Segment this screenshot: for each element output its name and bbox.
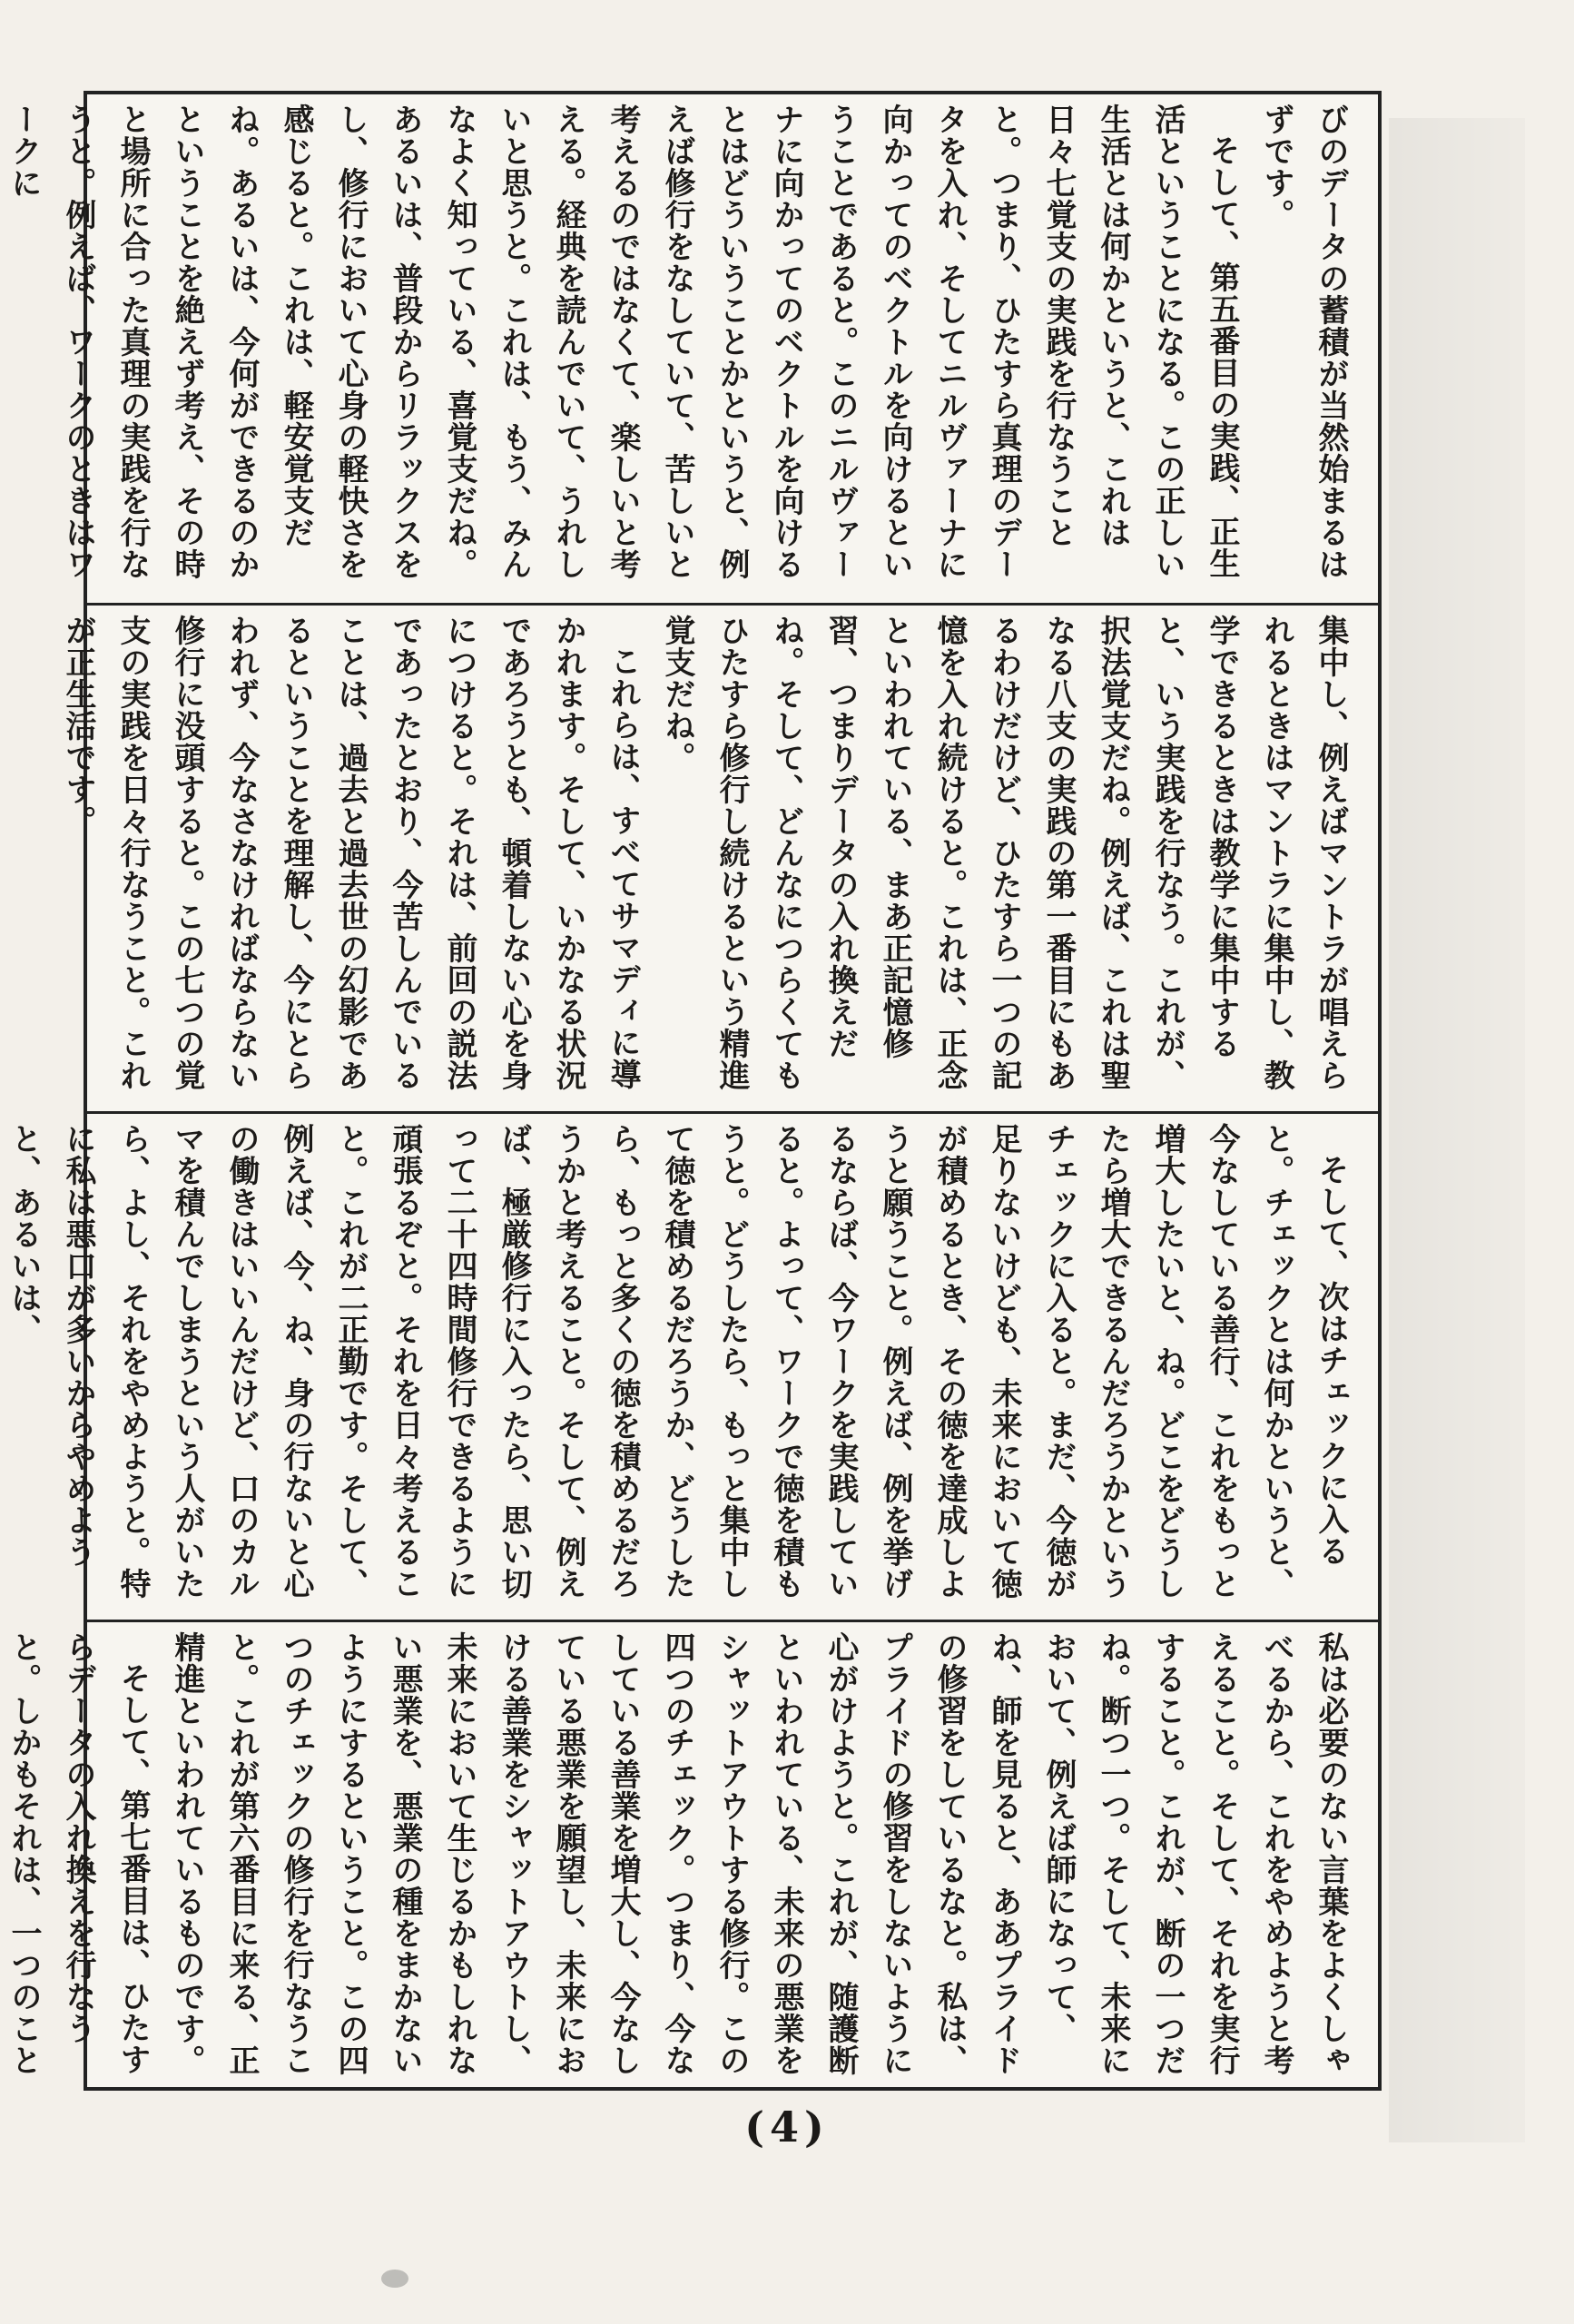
- paragraph: 集中し、例えばマントラが唱えられるときはマントラに集中し、教学できるときは教学に集中すると、いう実践を行なう。これが、択法覚支だね。例えば、これは聖なる八支の実践の第一番目にもあるわけだけど、ひたすら一つの記憶を入れ続けると。これは、正念といわれている、まあ正記憶修習、つまりデータの入れ換えだね。そして、どんなにつらくてもひたすら修行し続けるという精進覚支だね。: [659, 615, 1349, 1091]
- vertical-text-block: [51, 615, 1358, 1106]
- text-section-4: [5, 1620, 1378, 2088]
- vertical-text-block: [0, 103, 1358, 597]
- paragraph: そして、第七番目は、ひたすらデータの入れ換えを行なうと。しかもそれは、一つのこと: [5, 1631, 151, 2076]
- vertical-text-block: [0, 1123, 1358, 1614]
- paragraph: びのデータの蓄積が当然始まるはずです。: [1258, 103, 1349, 580]
- vertical-text-block: [0, 1631, 1358, 2083]
- text-frame: [5, 91, 1382, 2091]
- bleed-through-shadow: [1389, 118, 1525, 2142]
- ink-smudge: [381, 2270, 408, 2288]
- paragraph: 私は必要のない言葉をよくしゃべるから、これをやめようと考えること。そして、それを実行すること。これが、断の一つだね。断つ一つ。そして、未来において、例えば師になって、ね、師を見ると、ああプライドの修習をしているなと。私は、プライドの修習をしないように心がけようと。これが、随護断といわれている、未来の悪業をシャットアウトする修行。この四つのチェック。つまり、今なしている善業を増大し、今なしている悪業を願望し、未来における善業をシャットアウトし、未来において生じるかもしれない悪業を、悪業の種をまかないようにするということ。この四つのチェックの修行を行なうこと。これが第六番目に来る、正精進といわれているものです。: [169, 1631, 1349, 2076]
- paragraph: そして、次はチェックに入ると。チェックとは何かというと、今なしている善行、これをもっと増大したいと、ね。どこをどうしたら増大できるんだろうかというチェックに入ると。まだ、今徳が足りないけども、未来において徳が積めるとき、その徳を達成しようと願うこと。例えば、例を挙げるならば、今ワークを実践していると。よって、ワークで徳を積もうと。どうしたら、もっと集中して徳を積めるだろうか、どうしたら、もっと多くの徳を積めるだろうかと考えること。そして、例えば、極厳修行に入ったら、思い切って二十四時間修行できるように頑張るぞと。それを日々考えること。これが二正勤です。そして、例えば、今、ね、身の行ないと心の働きはいいんだけど、口のカルマを積んでしまうという人がいたら、よし、それをやめようと。特に私は悪口が多いからやめようと、あるいは、: [5, 1123, 1349, 1600]
- page-number: (4): [744, 2102, 830, 2152]
- paragraph: これらは、すべてサマディに導かれます。そして、いかなる状況であろうとも、頓着しない心を身につけると。それは、前回の説法であったとおり、今苦しんでいることは、過去と過去世の幻影であるということを理解し、今にとらわれず、今なさなければならない修行に没頭すると。この七つの覚支の実践を日々行なうこと。これが正生活です。: [60, 615, 641, 1091]
- text-section-3: [5, 1111, 1378, 1620]
- text-section-2: [60, 603, 1378, 1111]
- text-section-1: [5, 94, 1378, 603]
- paragraph: そして、第五番目の実践、正生活ということになる。この正しい生活とは何かというと、これは日々七覚支の実践を行なうことと。つまり、ひたすら真理のデータを入れ、そしてニルヴァーナに向かってのベクトルを向けるということであると。このニルヴァーナに向かってのベクトルを向けるとはどういうことかというと、例えば修行をなしていて、苦しいと考えるのではなくて、楽しいと考える。経典を読んでいて、うれしいと思うと。これは、もう、みんなよく知っている、喜覚支だね。あるいは、普段からリラックスをし、修行において心身の軽快さを感じると。これは、軽安覚支だね。あるいは、今何ができるのかということを絶えず考え、その時と場所に合った真理の実践を行なうと。例えば、ワークのときはワークに: [5, 103, 1240, 580]
